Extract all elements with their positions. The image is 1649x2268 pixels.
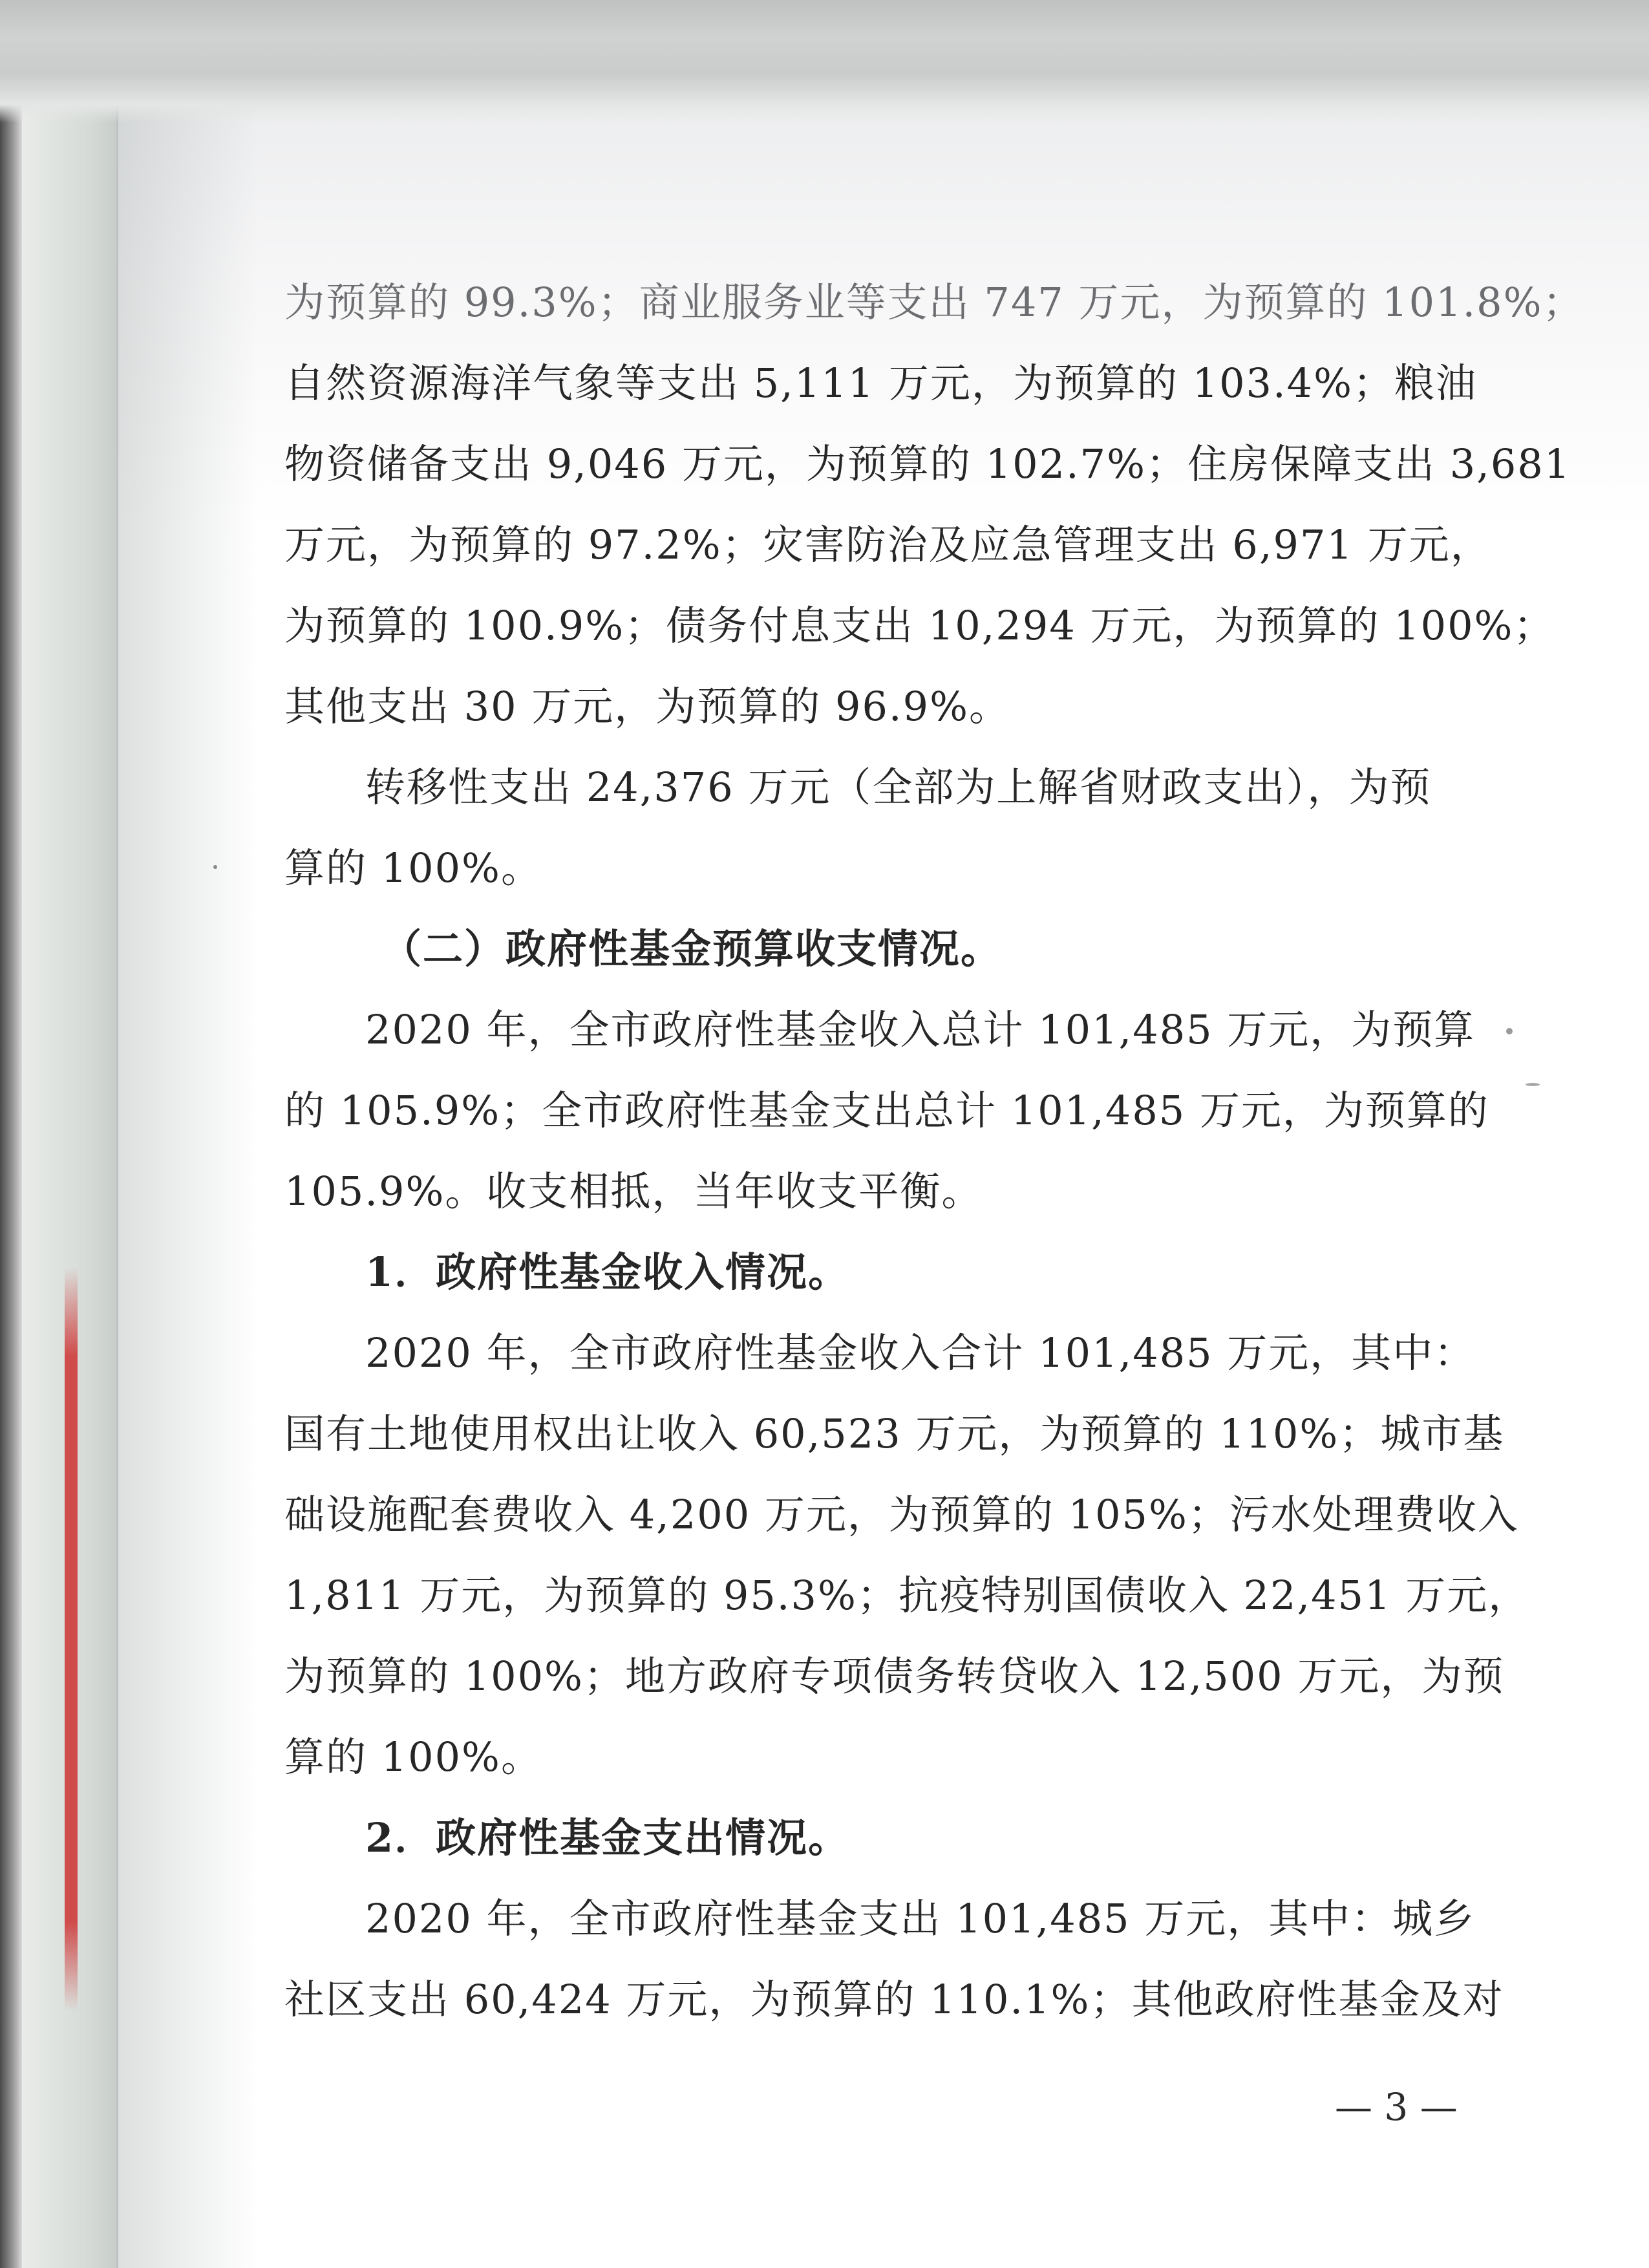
- body-line: 物资储备支出 9,046 万元，为预算的 102.7%；住房保障支出 3,681: [284, 440, 1571, 487]
- body-line: 算的 100%。: [284, 1733, 542, 1781]
- body-line: 1,811 万元，为预算的 95.3%；抗疫特别国债收入 22,451 万元，: [284, 1572, 1530, 1619]
- body-line: 为预算的 100%；地方政府专项债务转贷收入 12,500 万元，为预: [284, 1653, 1505, 1700]
- scanner-top-shadow: [0, 0, 1649, 123]
- body-line: 为预算的 99.3%；商业服务业等支出 747 万元，为预算的 101.8%；: [284, 279, 1584, 326]
- body-line: 的 105.9%；全市政府性基金支出总计 101,485 万元，为预算的: [284, 1087, 1489, 1134]
- document-body: [284, 262, 1584, 2040]
- body-line: 自然资源海洋气象等支出 5,111 万元，为预算的 103.4%；粮油: [284, 359, 1478, 407]
- body-line: 础设施配套费收入 4,200 万元，为预算的 105%；污水处理费收入: [284, 1491, 1519, 1538]
- paragraph-start-line: 2020 年，全市政府性基金收入合计 101,485 万元，其中：: [365, 1329, 1476, 1376]
- body-line: 万元，为预算的 97.2%；灾害防治及应急管理支出 6,971 万元，: [284, 521, 1492, 568]
- body-line: 105.9%。收支相抵，当年收支平衡。: [284, 1168, 983, 1215]
- paragraph-start-line: 2020 年，全市政府性基金支出 101,485 万元，其中：城乡: [365, 1895, 1476, 1942]
- body-line: 其他支出 30 万元，为预算的 96.9%。: [284, 683, 1010, 730]
- body-line: 社区支出 60,424 万元，为预算的 110.1%；其他政府性基金及对: [284, 1976, 1504, 2023]
- body-line: 为预算的 100.9%；债务付息支出 10,294 万元，为预算的 100%；: [284, 602, 1555, 649]
- page-binding-shadow: [116, 97, 259, 2268]
- red-page-edge: [65, 1267, 78, 2011]
- body-line: 国有土地使用权出让收入 60,523 万元，为预算的 110%；城市基: [284, 1410, 1505, 1457]
- subsection-heading: 2．政府性基金支出情况。: [365, 1814, 850, 1861]
- subsection-heading: 1．政府性基金收入情况。: [365, 1248, 850, 1296]
- scan-speck: [1506, 1028, 1513, 1034]
- scan-left-edge: [0, 0, 22, 2268]
- page-number: — 3 —: [1335, 2085, 1458, 2129]
- section-heading: （二）政府性基金预算收支情况。: [381, 925, 1003, 972]
- paragraph-start-line: 转移性支出 24,376 万元（全部为上解省财政支出），为预: [365, 764, 1432, 811]
- paragraph-start-line: 2020 年，全市政府性基金收入总计 101,485 万元，为预算: [365, 1006, 1476, 1053]
- body-line: 算的 100%。: [284, 844, 542, 892]
- scan-speck: [213, 865, 217, 869]
- scan-speck: [1526, 1083, 1540, 1086]
